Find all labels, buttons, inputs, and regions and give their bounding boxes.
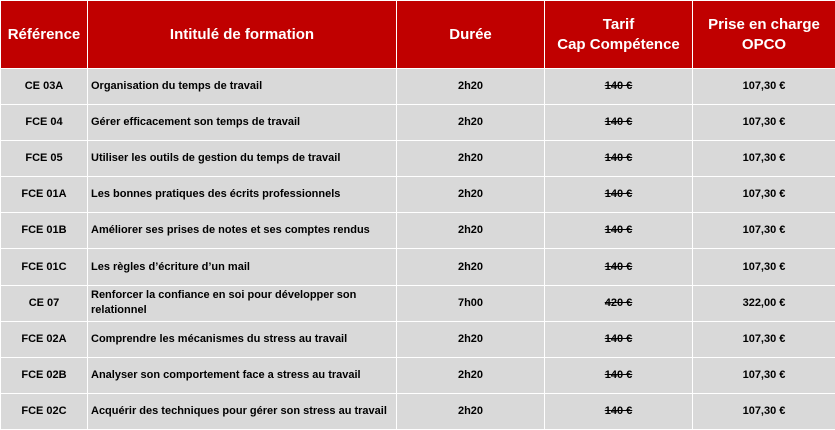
table-row [1,357,835,393]
header-tarif-line2: Cap Compétence [557,35,680,53]
table-header [1,1,835,69]
header-opco [693,1,835,69]
header-duration: Durée [397,1,545,69]
table-row [1,69,835,105]
cell-tarif: 140 € [545,141,693,177]
cell-opco: 107,30 € [693,213,835,249]
cell-opco: 107,30 € [693,141,835,177]
cell-title: Analyser son comportement face a stress au travail [88,357,397,393]
cell-opco: 107,30 € [693,69,835,105]
header-reference: Référence [1,1,88,69]
table-row [1,213,835,249]
cell-title: Comprendre les mécanismes du stress au travail [88,321,397,357]
cell-title: Renforcer la confiance en soi pour développer son relationnel [88,285,397,321]
table-row [1,321,835,357]
cell-duration: 2h20 [397,393,545,429]
cell-title: Améliorer ses prises de notes et ses comptes rendus [88,213,397,249]
cell-reference: FCE 04 [1,105,88,141]
cell-duration: 2h20 [397,321,545,357]
cell-tarif: 420 € [545,285,693,321]
cell-title: Les bonnes pratiques des écrits professionnels [88,177,397,213]
cell-title: Les règles d’écriture d’un mail [88,249,397,285]
cell-reference: FCE 01A [1,177,88,213]
cell-reference: FCE 01B [1,213,88,249]
header-tarif [545,1,693,69]
cell-reference: FCE 02C [1,393,88,429]
cell-duration: 7h00 [397,285,545,321]
cell-tarif: 140 € [545,69,693,105]
header-opco-line1: Prise en charge [708,15,820,33]
cell-duration: 2h20 [397,69,545,105]
table-row [1,393,835,429]
cell-opco: 107,30 € [693,321,835,357]
cell-opco: 107,30 € [693,357,835,393]
cell-reference: FCE 05 [1,141,88,177]
header-row [1,1,835,69]
table-body [1,69,835,430]
table-row [1,141,835,177]
cell-tarif: 140 € [545,213,693,249]
cell-reference: CE 03A [1,69,88,105]
table-row [1,177,835,213]
header-tarif-line1: Tarif [602,15,635,33]
cell-duration: 2h20 [397,213,545,249]
cell-duration: 2h20 [397,105,545,141]
table-row [1,249,835,285]
header-title: Intitulé de formation [88,1,397,69]
table-row [1,285,835,321]
cell-opco: 107,30 € [693,249,835,285]
cell-opco: 107,30 € [693,393,835,429]
cell-reference: CE 07 [1,285,88,321]
cell-reference: FCE 01C [1,249,88,285]
table-row [1,105,835,141]
cell-duration: 2h20 [397,141,545,177]
cell-duration: 2h20 [397,249,545,285]
cell-title: Utiliser les outils de gestion du temps de travail [88,141,397,177]
cell-title: Organisation du temps de travail [88,69,397,105]
cell-opco: 107,30 € [693,177,835,213]
cell-tarif: 140 € [545,177,693,213]
cell-opco: 322,00 € [693,285,835,321]
cell-reference: FCE 02A [1,321,88,357]
cell-title: Gérer efficacement son temps de travail [88,105,397,141]
cell-tarif: 140 € [545,357,693,393]
cell-tarif: 140 € [545,393,693,429]
cell-tarif: 140 € [545,321,693,357]
header-opco-line2: OPCO [741,35,787,53]
cell-opco: 107,30 € [693,105,835,141]
cell-duration: 2h20 [397,357,545,393]
cell-reference: FCE 02B [1,357,88,393]
cell-tarif: 140 € [545,249,693,285]
cell-tarif: 140 € [545,105,693,141]
cell-title: Acquérir des techniques pour gérer son stress au travail [88,393,397,429]
cell-duration: 2h20 [397,177,545,213]
